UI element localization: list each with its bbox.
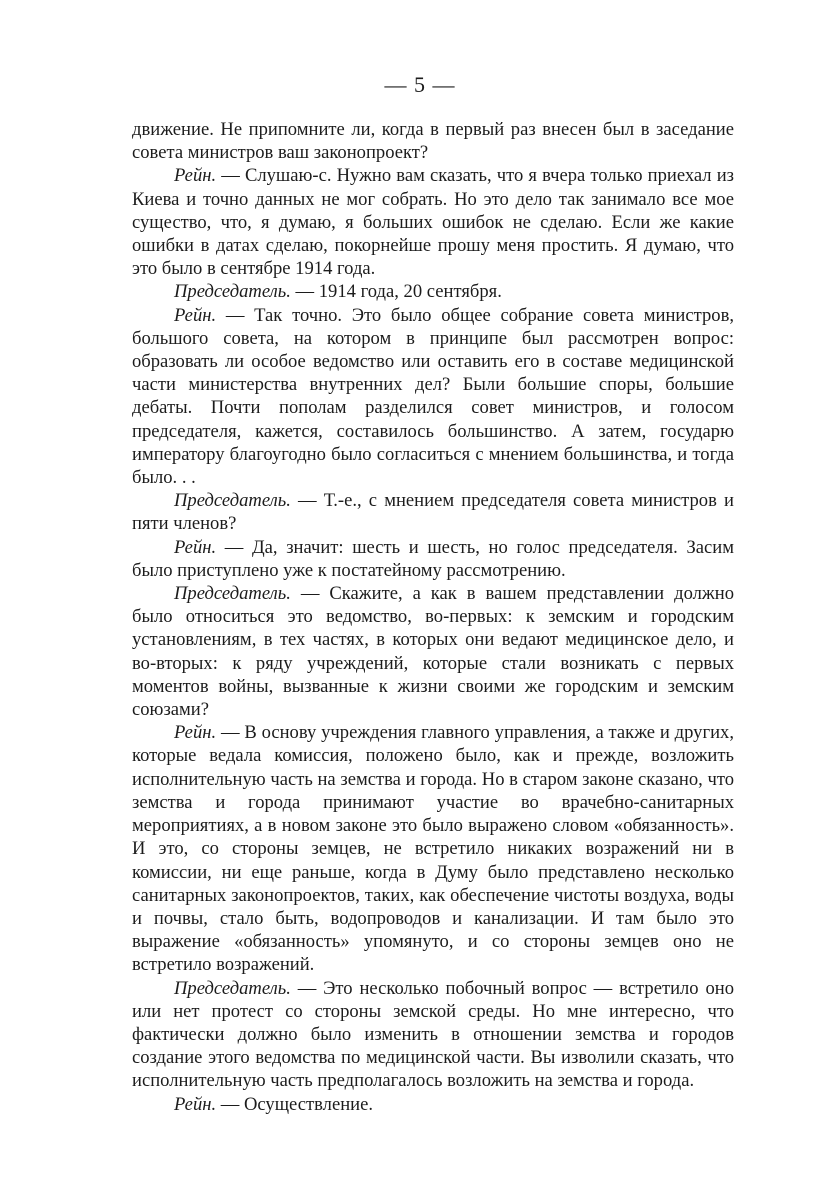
- paragraph-text: — Слушаю-с. Нужно вам сказать, что я вчера только приехал из Киева и точно данных не мог собрать. Но это дело так занимало все мое существо, что, я думаю, я больших ошибок не сделаю. Если же какие ошибки в датах сделаю, покорнейше прошу меня простить. Я думаю, что это было в сентябре 1914 года.: [132, 165, 734, 280]
- paragraph-text: — Осуществление.: [216, 1093, 374, 1115]
- paragraph-text: движение. Не припомните ли, когда в первый раз внесен был в заседание совета министров ваш законопроект?: [132, 119, 734, 164]
- paragraph-text: — Да, значит: шесть и шесть, но голос председателя. Засим было приступлено уже к постатейному рассмотрению.: [132, 536, 734, 581]
- paragraph: [132, 582, 734, 721]
- paragraph: [132, 489, 734, 535]
- paragraph: [132, 721, 734, 976]
- paragraph: [132, 164, 734, 280]
- paragraph: [132, 304, 734, 490]
- speaker-name: Рейн.: [174, 722, 217, 744]
- speaker-name: Председатель.: [174, 583, 291, 605]
- speaker-name: Председатель.: [174, 490, 291, 512]
- paragraph: [132, 977, 734, 1093]
- page-number: — 5 —: [384, 72, 456, 97]
- paragraph-text: — 1914 года, 20 сентября.: [290, 281, 502, 303]
- speaker-name: Рейн.: [174, 304, 217, 326]
- paragraph-text: — В основу учреждения главного управления, а также и других, которые ведала комиссия, положено было, как и прежде, возложить исполнительную часть на земства и города. Но в старом законе сказано, что земства и города принимают участие во врачебно-санитарных мероприятиях, а в новом законе это было выражено словом «обязанность». И это, со стороны земцев, не встретило никаких возражений ни в комиссии, ни еще раньше, когда в Думу было представлено несколько санитарных законопроектов, таких, как обеспечение чистоты воздуха, воды и почвы, стало быть, водопроводов и канализации. И там было это выражение «обязанность» упомянуто, и со стороны земцев оно не встретило возражений.: [132, 722, 734, 976]
- paragraph: [132, 536, 734, 582]
- paragraph: [132, 118, 734, 164]
- paragraph-text: — Это несколько побочный вопрос — встретило оно или нет протест со стороны земской среды. Но мне интересно, что фактически должно было изменить в отношении земства и городов создание этого ведомства по медицинской части. Вы изволили сказать, что исполнительную часть предполагалось возложить на земства и города.: [132, 977, 734, 1092]
- speaker-name: Рейн.: [174, 165, 217, 187]
- paragraph: [132, 280, 734, 303]
- speaker-name: Председатель.: [174, 281, 291, 303]
- paragraph-text: — Скажите, а как в вашем представлении должно было относиться это ведомство, во-первых: к земским и городским установлениям, в тех частях, в которых они ведают медицинское дело, и во-вторых: к ряду учреждений, которые стали возникать с первых моментов войны, вызванные к жизни своими же городским и земским союзами?: [132, 583, 734, 721]
- speaker-name: Рейн.: [174, 1093, 217, 1115]
- body-text: [132, 118, 734, 1116]
- speaker-name: Председатель.: [174, 977, 291, 999]
- paragraph-text: — Т.-е., с мнением председателя совета министров и пяти членов?: [132, 490, 734, 535]
- paragraph: [132, 1093, 734, 1116]
- speaker-name: Рейн.: [174, 536, 217, 558]
- paragraph-text: — Так точно. Это было общее собрание совета министров, большого совета, на котором в принципе был рассмотрен вопрос: образовать ли особое ведомство или оставить его в составе медицинской части министерства внутренних дел? Были большие споры, большие дебаты. Почти пополам разделился совет министров, и голосом председателя, кажется, составилось большинство. А затем, государю императору благоугодно было согласиться с мнением большинства, и тогда было. . .: [132, 304, 734, 489]
